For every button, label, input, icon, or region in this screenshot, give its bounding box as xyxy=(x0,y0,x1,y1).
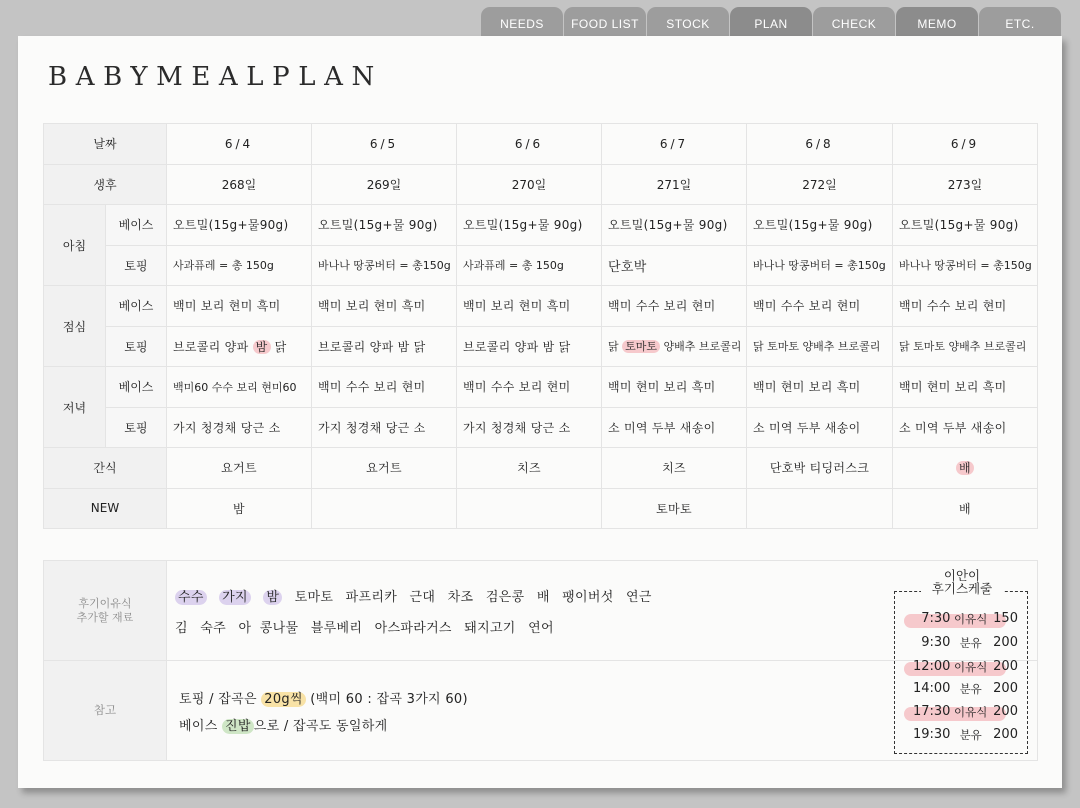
highlight-mark: 배 xyxy=(956,461,974,475)
highlight-mark: 진밥 xyxy=(222,719,254,734)
meal-cell: 사과퓨레 = 총 150g xyxy=(457,245,602,286)
age-cell: 268일 xyxy=(167,164,312,205)
tab-etc[interactable]: ETC. xyxy=(979,7,1061,39)
row-label-dinner: 저녁 xyxy=(44,367,106,448)
date-cell: 6/4 xyxy=(167,124,312,165)
schedule-time: 12:00 xyxy=(912,659,951,674)
breakfast-base-row xyxy=(44,205,1038,246)
row-label-age: 생후 xyxy=(44,164,167,205)
meal-cell: 오트밀(15g+물 90g) xyxy=(747,205,893,246)
row-label-snack: 간식 xyxy=(44,448,167,489)
meal-cell: 가지 청경채 당근 소 xyxy=(312,407,457,448)
meal-cell: 닭 토마토 양배추 브로콜리 xyxy=(747,326,893,367)
tab-stock[interactable]: STOCK xyxy=(647,7,729,39)
age-cell: 269일 xyxy=(312,164,457,205)
snack-cell: 치즈 xyxy=(602,448,747,489)
age-cell: 270일 xyxy=(457,164,602,205)
meal-cell: 백미 수수 보리 현미 xyxy=(893,286,1038,327)
meal-cell: 오트밀(15g+물90g) xyxy=(167,205,312,246)
highlight-mark: 20g씩 xyxy=(261,692,306,707)
text-part: 닭 xyxy=(608,340,623,354)
meal-cell: 백미 현미 보리 흑미 xyxy=(602,367,747,408)
date-cell: 6/5 xyxy=(312,124,457,165)
ingredient: 아스파라거스 xyxy=(374,620,452,636)
meal-cell xyxy=(602,326,747,367)
row-label-date: 날짜 xyxy=(44,124,167,165)
schedule-row xyxy=(906,635,1018,655)
row-label-breakfast: 아침 xyxy=(44,205,106,286)
row-label-lunch: 점심 xyxy=(44,286,106,367)
schedule-amount: 150 xyxy=(993,611,1018,626)
sub-label-base: 베이스 xyxy=(106,367,167,408)
meal-cell: 백미 수수 보리 현미 xyxy=(747,286,893,327)
ingredient: 콩나물 xyxy=(259,620,299,636)
schedule-time: 14:00 xyxy=(912,681,951,696)
schedule-kind: 분유 xyxy=(959,728,982,742)
meal-cell: 바나나 땅콩버터 = 총150g xyxy=(893,245,1038,286)
meal-cell: 브로콜리 양파 밤 닭 xyxy=(312,326,457,367)
ingredient: 차조 xyxy=(447,589,474,605)
schedule-time: 7:30 xyxy=(921,611,951,626)
page-title: BABYMEALPLAN xyxy=(48,62,383,92)
age-cell: 271일 xyxy=(602,164,747,205)
sub-label-base: 베이스 xyxy=(106,286,167,327)
tab-memo[interactable]: MEMO xyxy=(896,7,978,39)
ingredient: 연근 xyxy=(626,589,652,605)
age-cell: 273일 xyxy=(893,164,1038,205)
schedule-row xyxy=(906,704,1018,724)
tab-bar xyxy=(481,7,1061,39)
schedule-row xyxy=(906,681,1018,701)
meal-cell: 백미 현미 보리 흑미 xyxy=(893,367,1038,408)
meal-cell: 가지 청경채 당근 소 xyxy=(457,407,602,448)
ingredient: 배 xyxy=(536,589,550,605)
ingredients-label: 후기이유식 추가할 재료 xyxy=(44,561,167,661)
meal-cell: 브로콜리 양파 밤 닭 xyxy=(457,326,602,367)
snack-cell: 요거트 xyxy=(167,448,312,489)
ingredient: 아 xyxy=(238,620,252,636)
ingredient: 연어 xyxy=(528,620,554,636)
highlight-mark: 토마토 xyxy=(622,340,660,353)
ingredient: 블루베리 xyxy=(310,620,363,636)
date-cell: 6/8 xyxy=(747,124,893,165)
text-part: 닭 xyxy=(270,339,287,354)
lunch-topping-row xyxy=(44,326,1038,367)
date-row xyxy=(44,124,1038,165)
schedule-kind: 이유식 xyxy=(954,660,988,674)
ingredient: 근대 xyxy=(409,589,436,605)
ingredient: 돼지고기 xyxy=(464,620,516,636)
tab-check[interactable]: CHECK xyxy=(813,7,895,39)
new-food-cell xyxy=(457,488,602,529)
schedule-kind: 분유 xyxy=(959,682,982,696)
new-food-cell: 배 xyxy=(893,488,1038,529)
tab-food-list[interactable]: FOOD LIST xyxy=(564,7,646,39)
snack-row xyxy=(44,448,1038,489)
meal-cell: 가지 청경채 당근 소 xyxy=(167,407,312,448)
new-food-cell xyxy=(747,488,893,529)
schedule-title-line-2: 후기스케줄 xyxy=(931,581,993,597)
tab-needs[interactable]: NEEDS xyxy=(481,7,563,39)
reference-label: 참고 xyxy=(44,661,167,761)
dinner-topping-row xyxy=(44,407,1038,448)
sub-label-topping: 토핑 xyxy=(106,326,167,367)
snack-cell xyxy=(893,448,1038,489)
schedule-time: 9:30 xyxy=(921,635,951,650)
schedule-row xyxy=(906,659,1018,679)
schedule-title xyxy=(921,569,1003,595)
date-cell: 6/9 xyxy=(893,124,1038,165)
meal-cell: 오트밀(15g+물 90g) xyxy=(893,205,1038,246)
dinner-base-row xyxy=(44,367,1038,408)
schedule-amount: 200 xyxy=(993,704,1018,719)
text-part: 토핑 / 잡곡은 xyxy=(179,691,262,707)
schedule-kind: 분유 xyxy=(959,636,982,650)
schedule-time: 19:30 xyxy=(912,727,951,742)
text-part: 브로콜리 양파 xyxy=(173,339,253,354)
snack-cell: 단호박 티딩러스크 xyxy=(747,448,893,489)
new-food-row xyxy=(44,488,1038,529)
schedule-kind: 이유식 xyxy=(954,612,988,626)
snack-cell: 요거트 xyxy=(312,448,457,489)
meal-cell: 소 미역 두부 새송이 xyxy=(602,407,747,448)
meal-cell: 백미 수수 보리 현미 xyxy=(457,367,602,408)
meal-cell: 오트밀(15g+물 90g) xyxy=(312,205,457,246)
tab-plan[interactable]: PLAN xyxy=(730,7,812,39)
meal-cell: 바나나 땅콩버터 = 총150g xyxy=(312,245,457,286)
meal-cell: 소 미역 두부 새송이 xyxy=(893,407,1038,448)
date-cell: 6/7 xyxy=(602,124,747,165)
reference-row xyxy=(44,661,1038,761)
meal-cell: 백미 보리 현미 흑미 xyxy=(457,286,602,327)
schedule-amount: 200 xyxy=(993,659,1018,674)
snack-cell: 치즈 xyxy=(457,448,602,489)
schedule-time: 17:30 xyxy=(912,704,951,719)
sub-label-topping: 토핑 xyxy=(106,245,167,286)
ingredient: 김 xyxy=(175,620,188,636)
meal-cell: 사과퓨레 = 총 150g xyxy=(167,245,312,286)
meal-cell: 오트밀(15g+물 90g) xyxy=(457,205,602,246)
new-food-cell: 토마토 xyxy=(602,488,747,529)
ingredient: 검은콩 xyxy=(485,589,525,605)
breakfast-topping-row xyxy=(44,245,1038,286)
meal-cell: 백미60 수수 보리 현미60 xyxy=(167,367,312,408)
meal-cell: 오트밀(15g+물 90g) xyxy=(602,205,747,246)
highlight-mark: 밤 xyxy=(253,340,271,354)
meal-cell: 바나나 땅콩버터 = 총150g xyxy=(747,245,893,286)
ingredient: 팽이버섯 xyxy=(562,589,614,605)
sub-label-topping: 토핑 xyxy=(106,407,167,448)
new-food-cell: 밤 xyxy=(167,488,312,529)
meal-cell: 백미 수수 보리 현미 xyxy=(312,367,457,408)
meal-cell: 백미 수수 보리 현미 xyxy=(602,286,747,327)
highlight-mark: 수수 xyxy=(175,590,207,605)
schedule-row xyxy=(906,611,1018,631)
age-row xyxy=(44,164,1038,205)
text-part: 베이스 xyxy=(179,718,223,734)
meal-cell: 백미 보리 현미 흑미 xyxy=(312,286,457,327)
meal-cell: 백미 현미 보리 흑미 xyxy=(747,367,893,408)
text-part: 으로 / 잡곡도 동일하게 xyxy=(253,718,388,734)
date-cell: 6/6 xyxy=(457,124,602,165)
meal-cell: 닭 토마토 양배추 브로콜리 xyxy=(893,326,1038,367)
meal-cell: 소 미역 두부 새송이 xyxy=(747,407,893,448)
planner-page xyxy=(18,36,1062,788)
ingredient: 토마토 xyxy=(294,589,334,605)
ingredient: 숙주 xyxy=(200,620,227,636)
schedule-title-line-1: 이안이 xyxy=(943,568,981,583)
highlight-mark: 밤 xyxy=(263,590,282,605)
meal-cell xyxy=(167,326,312,367)
schedule-row xyxy=(906,727,1018,747)
ingredients-row xyxy=(44,561,1038,661)
lunch-base-row xyxy=(44,286,1038,327)
sub-label-base: 베이스 xyxy=(106,205,167,246)
meal-cell: 백미 보리 현미 흑미 xyxy=(167,286,312,327)
notes-table xyxy=(43,560,1038,761)
new-food-cell xyxy=(312,488,457,529)
meal-plan-table xyxy=(43,123,1038,529)
row-label-new: NEW xyxy=(44,488,167,529)
highlight-mark: 가지 xyxy=(219,590,251,605)
schedule-amount: 200 xyxy=(993,681,1018,696)
age-cell: 272일 xyxy=(747,164,893,205)
text-part: 양배추 브로콜리 xyxy=(660,340,742,354)
meal-cell: 단호박 xyxy=(602,245,747,286)
ingredient: 파프리카 xyxy=(345,589,398,605)
schedule-amount: 200 xyxy=(993,727,1018,742)
text-part: (백미 60 : 잡곡 3가지 60) xyxy=(305,691,468,707)
schedule-kind: 이유식 xyxy=(954,705,988,719)
schedule-amount: 200 xyxy=(993,635,1018,650)
